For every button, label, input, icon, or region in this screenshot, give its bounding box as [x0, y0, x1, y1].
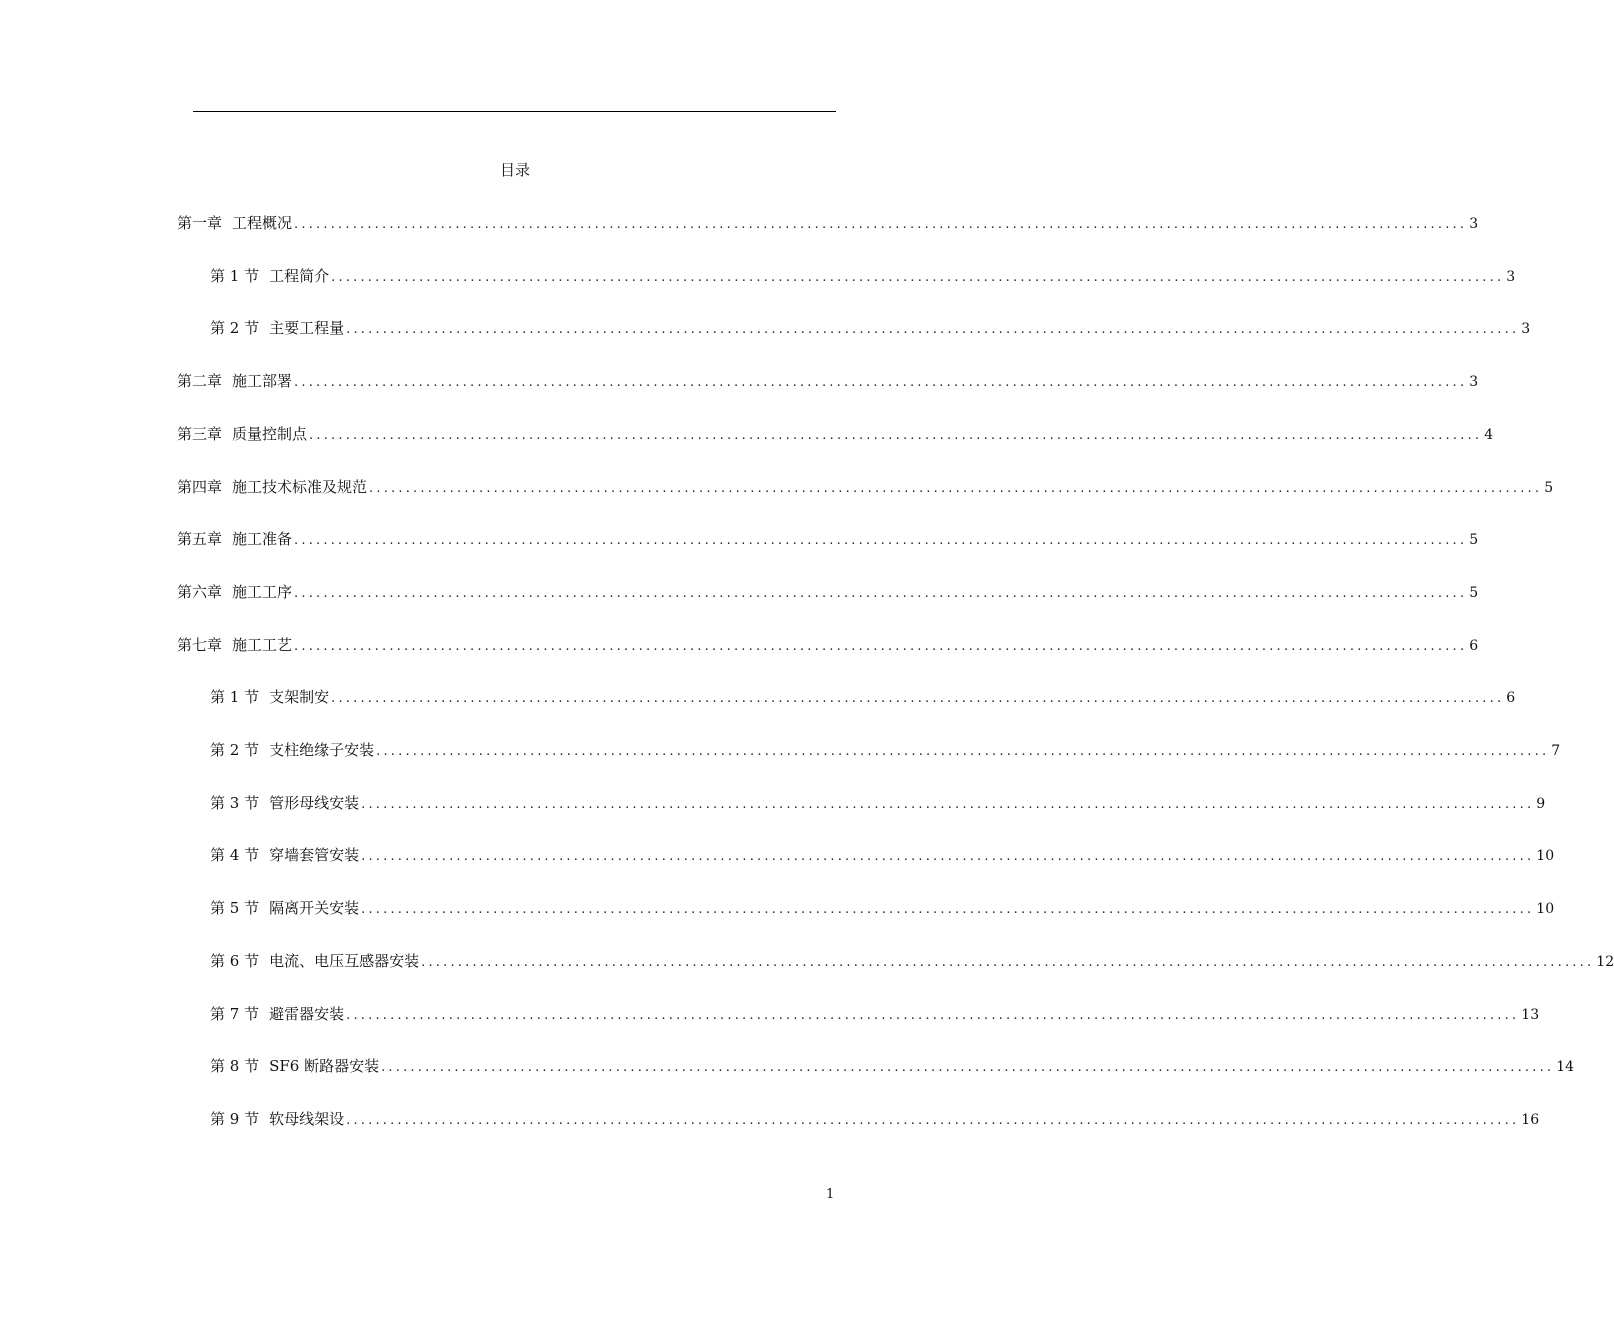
toc-entry-page: 14: [1556, 1059, 1575, 1075]
toc-entry-page: 3: [1469, 216, 1479, 232]
toc-entry-prefix: 第四章: [177, 478, 223, 496]
toc-entry-title: 质量控制点: [232, 425, 308, 443]
toc-entry-label: [210, 1108, 344, 1130]
toc-entry-label: [177, 370, 292, 392]
toc-entry-page: 4: [1484, 427, 1494, 443]
toc-dot-leader: ................................................................................................................................................................: [376, 744, 1550, 759]
toc-entry-page: 7: [1551, 743, 1561, 759]
toc-entry-page: 10: [1536, 901, 1555, 917]
toc-entry[interactable]: [177, 581, 1479, 603]
header-rule: [193, 111, 836, 112]
toc-entry-title: 主要工程量: [269, 319, 345, 337]
toc-entry-label: [177, 528, 292, 550]
toc-entry-label: [210, 897, 359, 919]
toc-entry-label: [210, 265, 329, 287]
toc-dot-leader: ................................................................................................................................................................: [294, 217, 1468, 232]
toc-entry-label: [210, 686, 329, 708]
toc-dot-leader: ................................................................................................................................................................: [294, 639, 1468, 654]
toc-entry-prefix: 第五章: [177, 530, 223, 548]
toc-entry-page: 16: [1521, 1112, 1540, 1128]
toc-entry-title: 隔离开关安装: [269, 899, 360, 917]
toc-entry-prefix: 第三章: [177, 425, 223, 443]
toc-entry-title: 施工工序: [232, 583, 293, 601]
toc-entry-prefix: 第 2 节: [210, 319, 260, 337]
toc-dot-leader: ................................................................................................................................................................: [294, 586, 1468, 601]
toc-entry-title: 施工部署: [232, 372, 293, 390]
toc-entry-prefix: 第 1 节: [210, 267, 260, 285]
toc-entry-label: [177, 212, 292, 234]
toc-entry-prefix: 第 3 节: [210, 794, 260, 812]
toc-entry-label: [210, 1003, 344, 1025]
toc-entry[interactable]: [177, 423, 1494, 445]
toc-entry-label: [210, 317, 344, 339]
toc-entry-label: [177, 634, 292, 656]
toc-entry[interactable]: [210, 844, 1555, 866]
toc-entry[interactable]: [210, 265, 1516, 287]
toc-entry-page: 6: [1506, 690, 1516, 706]
toc-dot-leader: ................................................................................................................................................................: [309, 428, 1483, 443]
toc-entry-page: 5: [1469, 585, 1479, 601]
toc-entry-title: 施工准备: [232, 530, 293, 548]
toc-entry-title: 支柱绝缘子安装: [269, 741, 375, 759]
toc-entry-title: 避雷器安装: [269, 1005, 345, 1023]
toc-entry[interactable]: [177, 634, 1479, 656]
toc-dot-leader: ................................................................................................................................................................: [361, 797, 1535, 812]
toc-entry-label: [210, 739, 374, 761]
toc-entry-title: 软母线架设: [269, 1110, 345, 1128]
toc-entry-label: [210, 792, 359, 814]
toc-entry-title: 支架制安: [269, 688, 330, 706]
toc-entry-prefix: 第七章: [177, 636, 223, 654]
toc-entry[interactable]: [210, 1108, 1540, 1130]
toc-entry-prefix: 第 4 节: [210, 846, 260, 864]
toc-entry-title: 工程简介: [269, 267, 330, 285]
toc-dot-leader: ................................................................................................................................................................: [361, 902, 1535, 917]
toc-dot-leader: ................................................................................................................................................................: [331, 691, 1505, 706]
toc-entry-prefix: 第 5 节: [210, 899, 260, 917]
toc-dot-leader: ................................................................................................................................................................: [381, 1060, 1555, 1075]
page-number: 1: [826, 1187, 835, 1202]
toc-entry[interactable]: [177, 212, 1479, 234]
toc-entry-label: [210, 844, 359, 866]
toc-dot-leader: ................................................................................................................................................................: [331, 270, 1505, 285]
toc-entry-label: [177, 581, 292, 603]
toc-entry-page: 3: [1521, 321, 1531, 337]
toc-entry[interactable]: [210, 686, 1516, 708]
toc-title: 目录: [499, 161, 530, 179]
toc-dot-leader: ................................................................................................................................................................: [421, 955, 1595, 970]
toc-entry-title: 施工工艺: [232, 636, 293, 654]
toc-entry-label: [177, 423, 307, 445]
toc-entry-prefix: 第一章: [177, 214, 223, 232]
toc-entry-page: 9: [1536, 796, 1546, 812]
toc-entry[interactable]: [177, 476, 1554, 498]
toc-entry-page: 5: [1544, 480, 1554, 496]
toc-entry-prefix: 第 6 节: [210, 952, 260, 970]
toc-entry[interactable]: [177, 528, 1479, 550]
toc-entry[interactable]: [210, 317, 1531, 339]
toc-dot-leader: ................................................................................................................................................................: [361, 849, 1535, 864]
toc-entry-label: [210, 950, 419, 972]
toc-entry-title: 工程概况: [232, 214, 293, 232]
toc-entry-title: SF6 断路器安装: [269, 1057, 380, 1075]
toc-entry-page: 6: [1469, 638, 1479, 654]
toc-dot-leader: ................................................................................................................................................................: [346, 322, 1520, 337]
toc-entry-page: 12: [1596, 954, 1614, 970]
toc-entry[interactable]: [177, 370, 1479, 392]
toc-entry[interactable]: [210, 950, 1614, 972]
toc-entry-title: 穿墙套管安装: [269, 846, 360, 864]
toc-entry-label: [177, 476, 367, 498]
toc-dot-leader: ................................................................................................................................................................: [369, 481, 1543, 496]
toc-entry[interactable]: [210, 739, 1561, 761]
toc-entry-title: 施工技术标准及规范: [232, 478, 368, 496]
toc-dot-leader: ................................................................................................................................................................: [294, 375, 1468, 390]
toc-entry-label: [210, 1055, 379, 1077]
toc-entry[interactable]: [210, 792, 1546, 814]
toc-entry-prefix: 第 7 节: [210, 1005, 260, 1023]
toc-entry[interactable]: [210, 897, 1555, 919]
toc-entry[interactable]: [210, 1055, 1575, 1077]
toc-dot-leader: ................................................................................................................................................................: [346, 1113, 1520, 1128]
toc-entry-page: 13: [1521, 1007, 1540, 1023]
toc-entry-prefix: 第 9 节: [210, 1110, 260, 1128]
toc-entry-prefix: 第二章: [177, 372, 223, 390]
toc-entry-title: 管形母线安装: [269, 794, 360, 812]
toc-entry-prefix: 第 1 节: [210, 688, 260, 706]
toc-entry-page: 5: [1469, 532, 1479, 548]
toc-entry-prefix: 第 2 节: [210, 741, 260, 759]
toc-entry-page: 3: [1506, 269, 1516, 285]
toc-entry-prefix: 第 8 节: [210, 1057, 260, 1075]
toc-dot-leader: ................................................................................................................................................................: [294, 533, 1468, 548]
toc-entry-prefix: 第六章: [177, 583, 223, 601]
toc-entry-page: 3: [1469, 374, 1479, 390]
toc-entry-title: 电流、电压互感器安装: [269, 952, 420, 970]
toc-entry[interactable]: [210, 1003, 1540, 1025]
toc-dot-leader: ................................................................................................................................................................: [346, 1008, 1520, 1023]
toc-entry-page: 10: [1536, 848, 1555, 864]
